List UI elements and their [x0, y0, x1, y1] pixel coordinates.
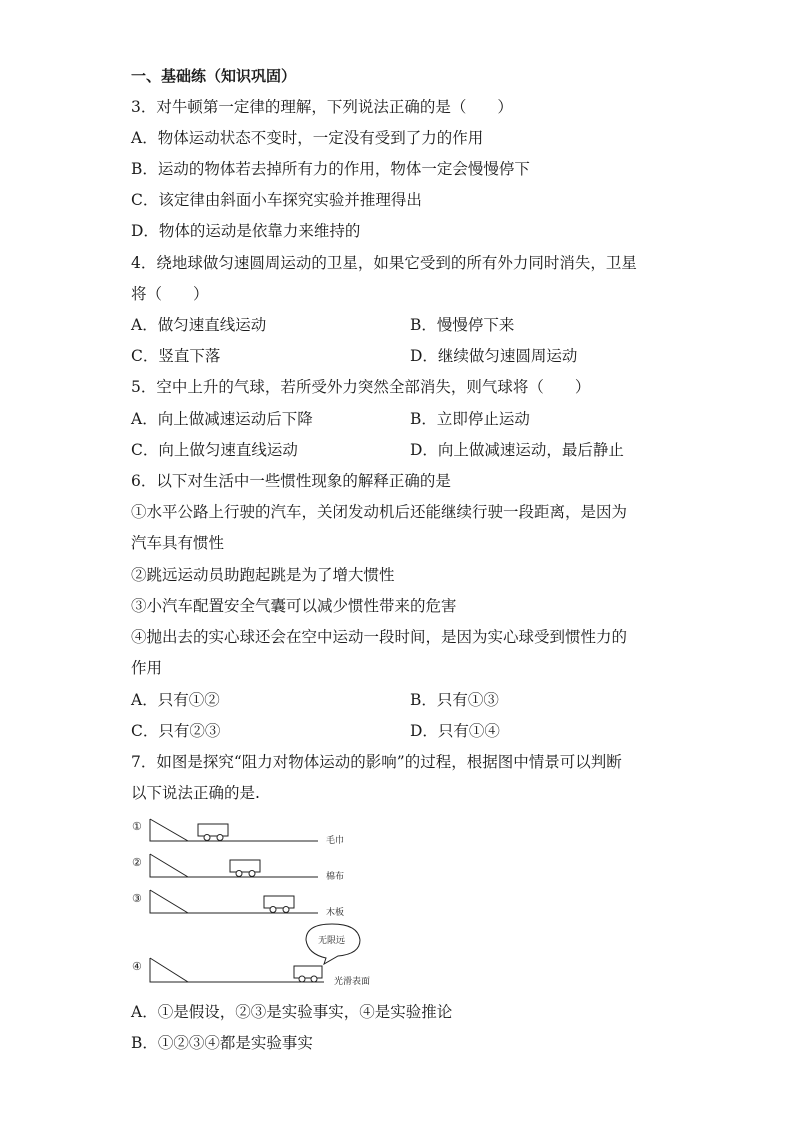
q3-option-b[interactable]: B．运动的物体若去掉所有力的作用，物体一定会慢慢停下	[131, 160, 530, 178]
q6-statement-1-line2: 汽车具有惯性	[131, 534, 225, 552]
q3-option-c[interactable]: C．该定律由斜面小车探究实验并推理得出	[131, 191, 422, 209]
bubble-text: 无限远	[318, 936, 346, 946]
q6-statement-2: ②跳远运动员助跑起跳是为了增大惯性	[131, 566, 395, 584]
ramp-1	[150, 819, 188, 841]
surface-label-wood: 木板	[326, 908, 345, 918]
q4-option-a[interactable]: A．做匀速直线运动	[131, 316, 267, 334]
q5-option-c[interactable]: C．向上做匀速直线运动	[131, 441, 298, 459]
q4-option-b[interactable]: B．慢慢停下来	[410, 316, 515, 334]
q5-stem: 5．空中上升的气球，若所受外力突然全部消失，则气球将（ ）	[131, 378, 591, 396]
figure-label-4: ④	[132, 960, 142, 973]
cart-2-wheel-b	[249, 871, 255, 877]
q6-option-a[interactable]: A．只有①②	[131, 691, 220, 709]
q4-stem-line2: 将（ ）	[131, 285, 209, 303]
q4-stem-line1: 4．绕地球做匀速圆周运动的卫星，如果它受到的所有外力同时消失，卫星	[131, 254, 637, 272]
figure-label-1: ①	[132, 820, 142, 833]
q6-statement-4-line2: 作用	[131, 659, 163, 677]
q6-statement-4-line1: ④抛出去的实心球还会在空中运动一段时间，是因为实心球受到惯性力的	[131, 628, 628, 646]
q3-option-a[interactable]: A．物体运动状态不变时，一定没有受到了力的作用	[131, 129, 484, 147]
q7-figure	[128, 812, 398, 994]
ramp-3	[150, 890, 188, 913]
cart-2-wheel-a	[236, 871, 242, 877]
cart-3-wheel-a	[270, 907, 276, 913]
q6-option-c[interactable]: C．只有②③	[131, 722, 221, 740]
q5-option-b[interactable]: B．立即停止运动	[410, 410, 530, 428]
q7-stem-line1: 7．如图是探究“阻力对物体运动的影响”的过程，根据图中情景可以判断	[131, 753, 622, 771]
q7-stem-line2: 以下说法正确的是.	[131, 784, 260, 802]
cart-1	[198, 824, 228, 836]
q6-option-b[interactable]: B．只有①③	[410, 691, 499, 709]
surface-label-smooth: 光滑表面	[334, 977, 371, 987]
q6-statement-3: ③小汽车配置安全气囊可以减少惯性带来的危害	[131, 597, 457, 615]
q6-stem: 6．以下对生活中一些惯性现象的解释正确的是	[131, 472, 451, 490]
q7-option-b[interactable]: B．①②③④都是实验事实	[131, 1034, 313, 1052]
figure-label-2: ②	[132, 856, 142, 869]
q6-statement-1-line1: ①水平公路上行驶的汽车，关闭发动机后还能继续行驶一段距离，是因为	[131, 503, 628, 521]
cart-1-wheel-a	[204, 835, 210, 841]
surface-label-cotton: 棉布	[326, 872, 345, 882]
cart-4-wheel-a	[299, 976, 305, 982]
q6-option-d[interactable]: D．只有①④	[410, 722, 500, 740]
q5-option-a[interactable]: A．向上做减速运动后下降	[131, 410, 313, 428]
cart-4-wheel-b	[311, 976, 317, 982]
cart-3	[264, 896, 294, 908]
figure-label-3: ③	[132, 892, 142, 905]
section-heading: 一、基础练（知识巩固）	[131, 67, 297, 85]
cart-1-wheel-b	[217, 835, 223, 841]
ramp-4	[150, 958, 188, 982]
surface-label-towel: 毛巾	[326, 836, 345, 846]
q5-option-d[interactable]: D．向上做减速运动，最后静止	[410, 441, 624, 459]
cart-2	[230, 860, 260, 872]
ramp-2	[150, 854, 188, 877]
q3-stem: 3．对牛顿第一定律的理解，下列说法正确的是（ ）	[131, 98, 513, 116]
q4-option-d[interactable]: D．继续做匀速圆周运动	[410, 347, 578, 365]
q7-option-a[interactable]: A．①是假设，②③是实验事实，④是实验推论	[131, 1003, 453, 1021]
q3-option-d[interactable]: D．物体的运动是依靠力来维持的	[131, 222, 361, 240]
q4-option-c[interactable]: C．竖直下落	[131, 347, 221, 365]
cart-4	[294, 966, 322, 978]
cart-3-wheel-b	[283, 907, 289, 913]
